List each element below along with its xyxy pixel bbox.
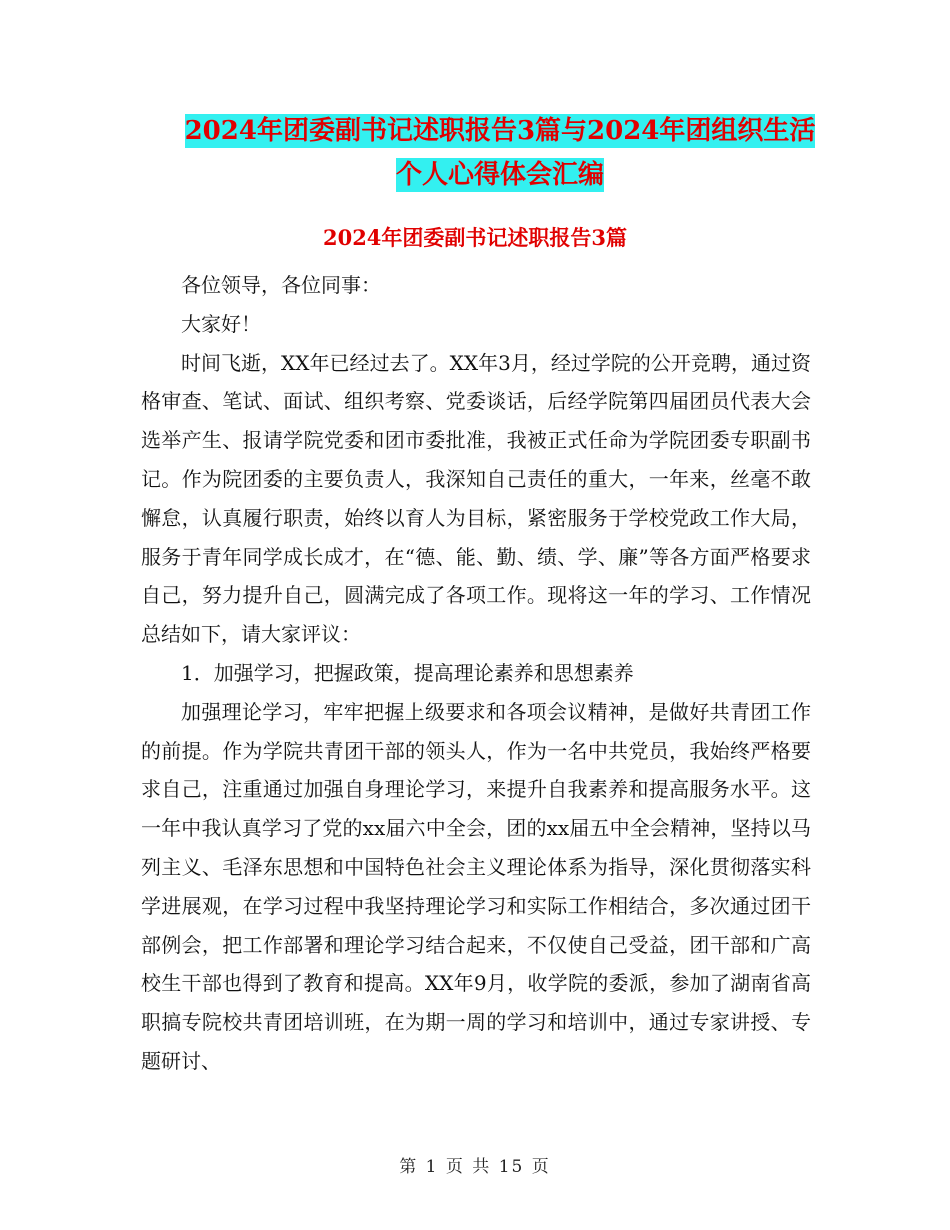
- title-highlight-1: 2024年团委副书记述职报告3篇与2024年团组织生活: [184, 116, 816, 146]
- document-body: [141, 266, 811, 1081]
- document-title-line-1: [140, 107, 860, 155]
- section-heading: 2024年团委副书记述职报告3篇: [322, 225, 628, 250]
- page-footer: 第 1 页 共 15 页: [399, 1157, 551, 1177]
- numbered-heading: 1．加强学习，把握政策，提高理论素养和思想素养: [181, 660, 634, 685]
- body-paragraph: 时间飞逝，XX年已经过去了。XX年3月，经过学院的公开竞聘，通过资格审查、笔试、面试、组织考察、党委谈话，后经学院第四届团员代表大会选举产生、报请学院党委和团市委批准，我被正式任命为学院团委专职副书记。作为院团委的主要负责人，我深知自己责任的重大，一年来，丝毫不敢懈怠，认真履行职责，始终以育人为目标，紧密服务于学校党政工作大局，服务于青年同学成长成才，在“德、能、勤、绩、学、廉”等各方面严格要求自己，努力提升自己，圆满完成了各项工作。现将这一年的学习、工作情况总结如下，请大家评议：: [141, 350, 811, 647]
- body-paragraph: 加强理论学习，牢牢把握上级要求和各项会议精神，是做好共青团工作的前提。作为学院共青团干部的领头人，作为一名中共党员，我始终严格要求自己，注重通过加强自身理论学习，来提升自我素养和提高服务水平。这一年中我认真学习了党的xx届六中全会，团的xx届五中全会精神，坚持以马列主义、毛泽东思想和中国特色社会主义理论体系为指导，深化贯彻落实科学进展观，在学习过程中我坚持理论学习和实际工作相结合，多次通过团干部例会，把工作部署和理论学习结合起来，不仅使自己受益，团干部和广高校生干部也得到了教育和提高。XX年9月，收学院的委派，参加了湖南省高职搞专院校共青团培训班，在为期一周的学习和培训中，通过专家讲授、专题研讨、: [141, 699, 811, 1073]
- greeting: 大家好！: [181, 311, 261, 336]
- document-title-line-2: [140, 151, 860, 199]
- salutation: 各位领导，各位同事：: [181, 273, 381, 297]
- title-highlight-2: 个人心得体会汇编: [395, 160, 604, 190]
